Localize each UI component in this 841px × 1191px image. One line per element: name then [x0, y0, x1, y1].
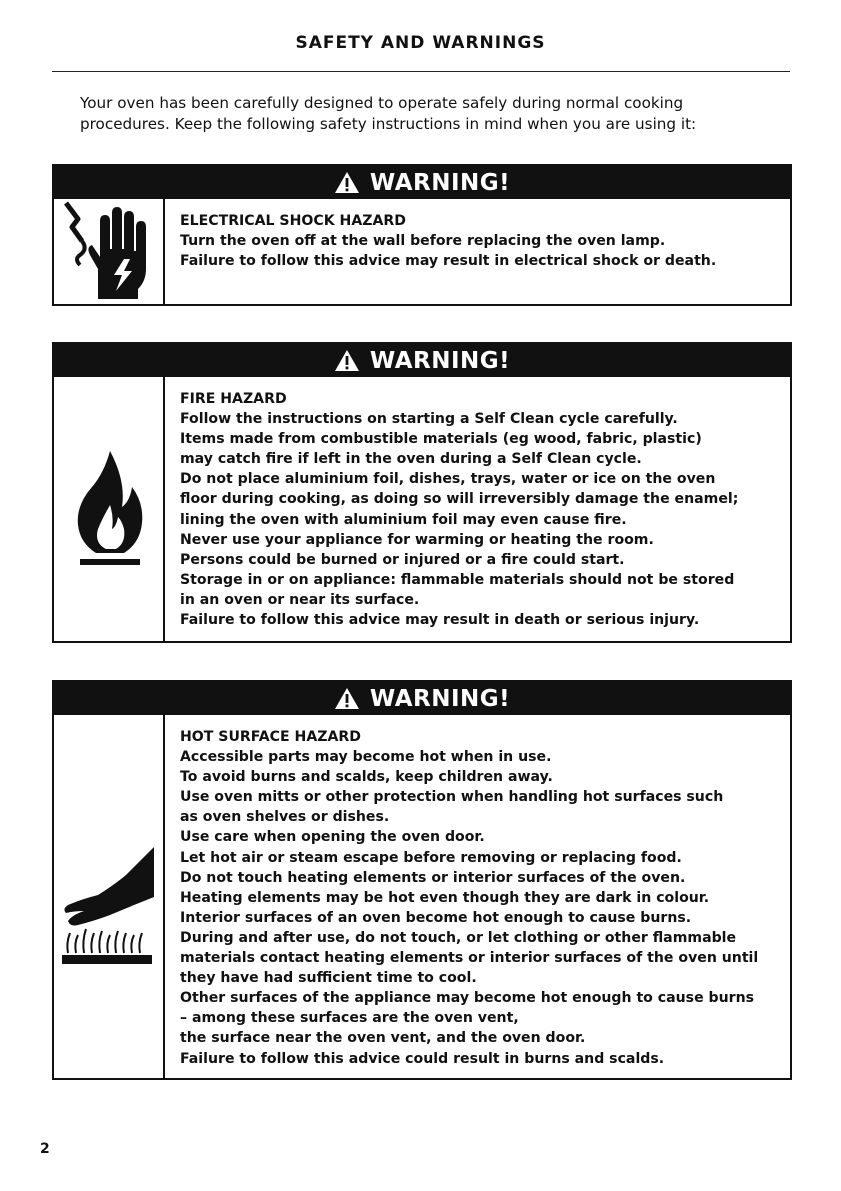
warning-line: Storage in or on appliance: flammable materials should not be stored — [180, 571, 735, 588]
warning-triangle-icon — [334, 171, 360, 194]
warning-line: ELECTRICAL SHOCK HAZARD — [180, 213, 406, 229]
page-number: 2 — [40, 1141, 50, 1157]
warning-line: Persons could be burned or injured or a fire could start. — [180, 551, 625, 568]
warning-line: To avoid burns and scalds, keep children away. — [180, 769, 553, 786]
warning-line: floor during cooking, as doing so will irreversibly damage the enamel; — [180, 491, 739, 508]
warning-line: Failure to follow this advice may result in electrical shock or death. — [180, 253, 717, 270]
warning-line: Failure to follow this advice could result in burns and scalds. — [180, 1050, 665, 1067]
warning-header — [54, 166, 790, 199]
hot-surface-icon — [54, 715, 165, 1078]
warning-line: – among these surfaces are the oven vent, — [180, 1010, 519, 1027]
warning-line: in an oven or near its surface. — [180, 591, 420, 608]
electric-shock-icon — [54, 199, 165, 304]
warning-line: lining the oven with aluminium foil may even cause fire. — [180, 511, 627, 528]
warning-line: Use oven mitts or other protection when handling hot surfaces such — [180, 789, 724, 806]
title-divider — [52, 71, 790, 72]
warning-line: Turn the oven off at the wall before replacing the oven lamp. — [180, 233, 666, 250]
warning-box-fire — [52, 342, 792, 643]
intro-line: procedures. Keep the following safety instructions in mind when you are using it: — [80, 115, 697, 133]
intro-paragraph — [80, 93, 780, 135]
warning-line: materials contact heating elements or interior surfaces of the oven until — [180, 950, 759, 967]
warning-heading: WARNING! — [369, 685, 511, 712]
warning-triangle-icon — [334, 349, 360, 372]
warning-line: they have had sufficient time to cool. — [180, 970, 477, 987]
warning-heading: WARNING! — [369, 347, 511, 374]
intro-line: Your oven has been carefully designed to operate safely during normal cooking — [80, 94, 684, 112]
warning-header — [54, 344, 790, 377]
fire-icon — [54, 377, 165, 641]
warning-line: Follow the instructions on starting a Self Clean cycle carefully. — [180, 411, 678, 428]
warning-line: FIRE HAZARD — [180, 391, 287, 407]
warning-line: During and after use, do not touch, or let clothing or other flammable — [180, 929, 737, 946]
warning-line: Let hot air or steam escape before removing or replacing food. — [180, 849, 682, 866]
warning-line: Other surfaces of the appliance may become hot enough to cause burns — [180, 990, 755, 1007]
warning-line: as oven shelves or dishes. — [180, 809, 390, 826]
warning-heading: WARNING! — [369, 169, 511, 196]
warning-header — [54, 682, 790, 715]
page-title: SAFETY AND WARNINGS — [295, 33, 546, 53]
warning-box-hot-surface — [52, 680, 792, 1080]
warning-line: Use care when opening the oven door. — [180, 829, 485, 846]
warning-line: Items made from combustible materials (eg wood, fabric, plastic) — [180, 431, 702, 448]
warning-line: Interior surfaces of an oven become hot enough to cause burns. — [180, 909, 692, 926]
warning-line: Do not place aluminium foil, dishes, trays, water or ice on the oven — [180, 471, 716, 488]
warning-line: HOT SURFACE HAZARD — [180, 729, 361, 745]
warning-line: Heating elements may be hot even though they are dark in colour. — [180, 889, 710, 906]
warning-triangle-icon — [334, 687, 360, 710]
warning-line: the surface near the oven vent, and the oven door. — [180, 1030, 586, 1047]
warning-line: Never use your appliance for warming or heating the room. — [180, 531, 654, 548]
warning-line: may catch fire if left in the oven during a Self Clean cycle. — [180, 451, 642, 468]
warning-line: Failure to follow this advice may result in death or serious injury. — [180, 612, 700, 629]
warning-box-electrical — [52, 164, 792, 306]
warning-line: Do not touch heating elements or interior surfaces of the oven. — [180, 869, 686, 886]
warning-line: Accessible parts may become hot when in use. — [180, 749, 552, 766]
